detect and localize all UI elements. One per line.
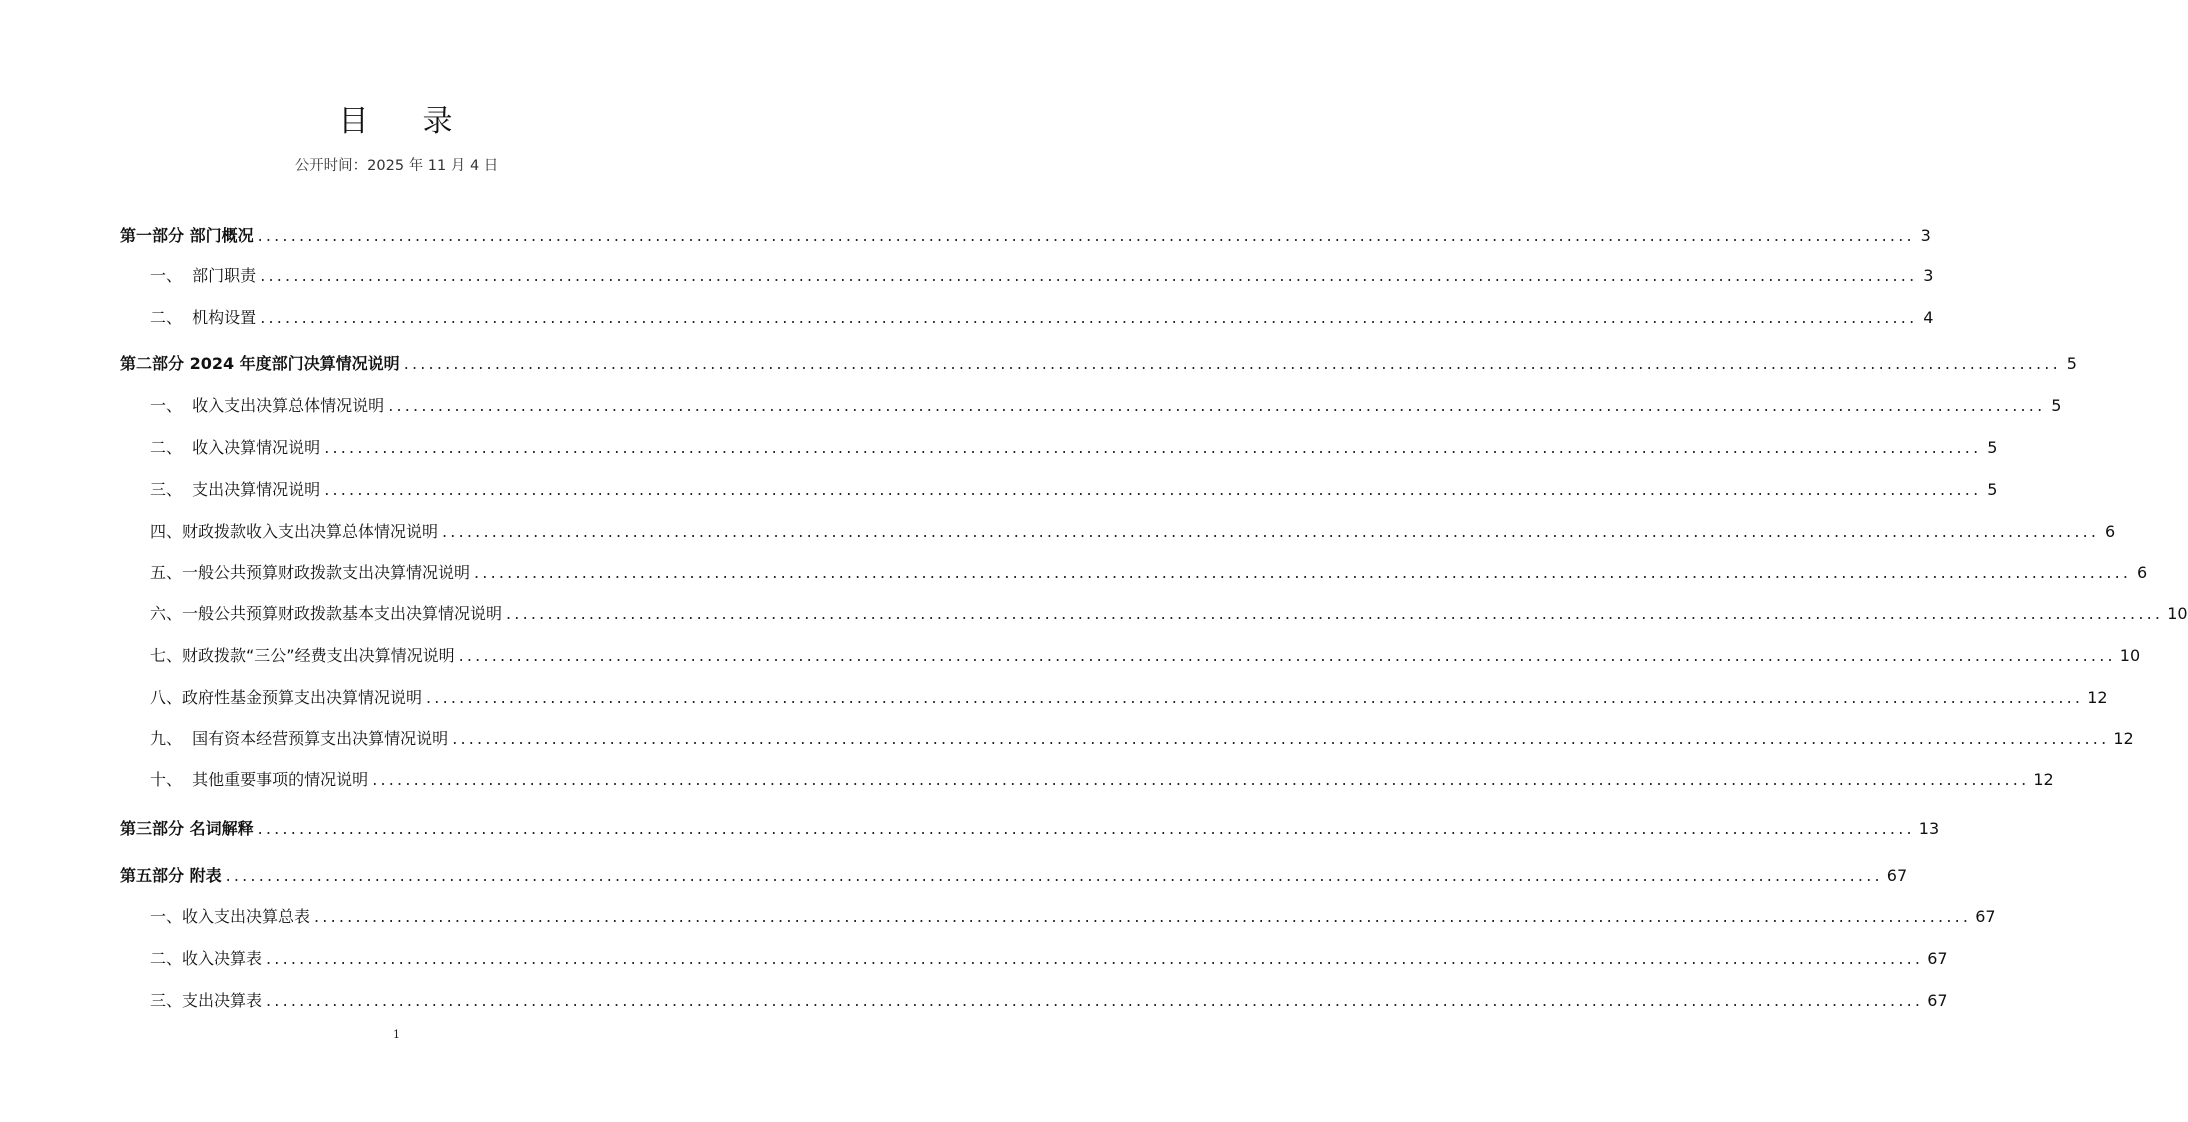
toc-entry-label: 一、收入支出决算总表 — [150, 907, 311, 926]
toc-entry-label: 第三部分 名词解释 — [120, 819, 254, 838]
toc-sub-entry[interactable] — [150, 479, 1998, 501]
toc-entry-page-number: 67 — [1886, 866, 1908, 885]
toc-leader-dots: ........................................................................................................................................................................................................ — [458, 646, 2116, 665]
toc-entry-page-number: 5 — [1987, 438, 1998, 457]
toc-leader-dots: ........................................................................................................................................................................................................ — [372, 770, 2030, 789]
toc-entry-page-number: 4 — [1923, 308, 1934, 327]
toc-leader-dots: ........................................................................................................................................................................................................ — [257, 226, 1915, 245]
toc-entry-label: 三、支出决算表 — [150, 991, 263, 1010]
toc-leader-dots: ........................................................................................................................................................................................................ — [452, 729, 2110, 748]
toc-entry-page-number: 5 — [2051, 396, 2062, 415]
toc-entry-page-number: 67 — [1975, 907, 1996, 926]
toc-entry-page-number: 67 — [1927, 949, 1948, 968]
toc-entry-page-number: 5 — [2066, 354, 2077, 373]
toc-entry-label: 一、 收入支出决算总体情况说明 — [150, 396, 385, 415]
toc-sub-entry[interactable] — [150, 603, 2188, 625]
toc-sub-entry[interactable] — [150, 990, 1948, 1012]
toc-sub-entry[interactable] — [150, 948, 1948, 970]
toc-section-entry[interactable] — [120, 818, 1940, 840]
toc-sub-entry[interactable] — [150, 562, 2148, 584]
toc-sub-entry[interactable] — [150, 769, 2054, 791]
toc-entry-label: 五、一般公共预算财政拨款支出决算情况说明 — [150, 563, 471, 582]
toc-leader-dots: ........................................................................................................................................................................................................ — [260, 266, 1918, 285]
toc-sub-entry[interactable] — [150, 395, 2062, 417]
toc-entry-page-number: 12 — [2087, 688, 2108, 707]
toc-entry-label: 四、财政拨款收入支出决算总体情况说明 — [150, 522, 439, 541]
toc-entry-page-number: 6 — [2137, 563, 2148, 582]
toc-entry-label: 二、收入决算表 — [150, 949, 263, 968]
toc-leader-dots: ........................................................................................................................................................................................................ — [403, 354, 2061, 373]
toc-leader-dots: ........................................................................................................................................................................................................ — [266, 949, 1924, 968]
toc-entry-label: 十、 其他重要事项的情况说明 — [150, 770, 369, 789]
footer-page-number: 1 — [393, 1028, 400, 1041]
publish-date: 公开时间：2025 年 11 月 4 日 — [294, 158, 499, 174]
toc-entry-page-number: 12 — [2113, 729, 2134, 748]
page-title — [0, 96, 793, 140]
toc-leader-dots: ........................................................................................................................................................................................................ — [426, 688, 2084, 707]
toc-entry-page-number: 10 — [2119, 646, 2141, 665]
toc-entry-page-number: 12 — [2033, 770, 2054, 789]
toc-leader-dots: ........................................................................................................................................................................................................ — [266, 991, 1924, 1010]
toc-sub-entry[interactable] — [150, 906, 1996, 928]
toc-entry-page-number: 3 — [1920, 226, 1931, 245]
toc-entry-label: 第一部分 部门概况 — [120, 226, 254, 245]
toc-sub-entry[interactable] — [150, 265, 1934, 287]
toc-entry-label: 第二部分 2024 年度部门决算情况说明 — [120, 354, 400, 373]
toc-leader-dots: ........................................................................................................................................................................................................ — [474, 563, 2132, 582]
toc-entry-page-number: 10 — [2167, 604, 2188, 623]
toc-leader-dots: ........................................................................................................................................................................................................ — [225, 866, 1883, 885]
toc-entry-page-number: 6 — [2105, 522, 2116, 541]
toc-entry-label: 三、 支出决算情况说明 — [150, 480, 321, 499]
toc-entry-label: 一、 部门职责 — [150, 266, 257, 285]
toc-section-entry[interactable] — [120, 353, 2077, 375]
toc-leader-dots: ........................................................................................................................................................................................................ — [260, 308, 1918, 327]
toc-leader-dots: ........................................................................................................................................................................................................ — [324, 438, 1982, 457]
toc-entry-label: 第五部分 附表 — [120, 866, 222, 885]
toc-leader-dots: ........................................................................................................................................................................................................ — [388, 396, 2046, 415]
page-title-char-2: 录 — [422, 104, 455, 139]
toc-sub-entry[interactable] — [150, 728, 2134, 750]
toc-entry-page-number: 67 — [1927, 991, 1948, 1010]
toc-section-entry[interactable] — [120, 225, 1931, 247]
page-title-char-1: 目 — [338, 104, 371, 139]
toc-entry-label: 七、财政拨款“三公”经费支出决算情况说明 — [150, 646, 455, 665]
toc-entry-label: 六、一般公共预算财政拨款基本支出决算情况说明 — [150, 604, 503, 623]
toc-entry-label: 二、 收入决算情况说明 — [150, 438, 321, 457]
toc-leader-dots: ........................................................................................................................................................................................................ — [324, 480, 1982, 499]
toc-leader-dots: ........................................................................................................................................................................................................ — [257, 819, 1915, 838]
toc-entry-page-number: 3 — [1923, 266, 1934, 285]
toc-entry-page-number: 13 — [1918, 819, 1940, 838]
toc-sub-entry[interactable] — [150, 437, 1998, 459]
toc-sub-entry[interactable] — [150, 687, 2108, 709]
toc-entry-label: 九、 国有资本经营预算支出决算情况说明 — [150, 729, 449, 748]
toc-sub-entry[interactable] — [150, 645, 2141, 667]
toc-entry-label: 八、政府性基金预算支出决算情况说明 — [150, 688, 423, 707]
toc-sub-entry[interactable] — [150, 307, 1934, 329]
toc-leader-dots: ........................................................................................................................................................................................................ — [314, 907, 1972, 926]
toc-entry-label: 二、 机构设置 — [150, 308, 257, 327]
toc-section-entry[interactable] — [120, 865, 1908, 887]
toc-leader-dots: ........................................................................................................................................................................................................ — [442, 522, 2100, 541]
toc-leader-dots: ........................................................................................................................................................................................................ — [506, 604, 2164, 623]
toc-entry-page-number: 5 — [1987, 480, 1998, 499]
toc-sub-entry[interactable] — [150, 521, 2116, 543]
